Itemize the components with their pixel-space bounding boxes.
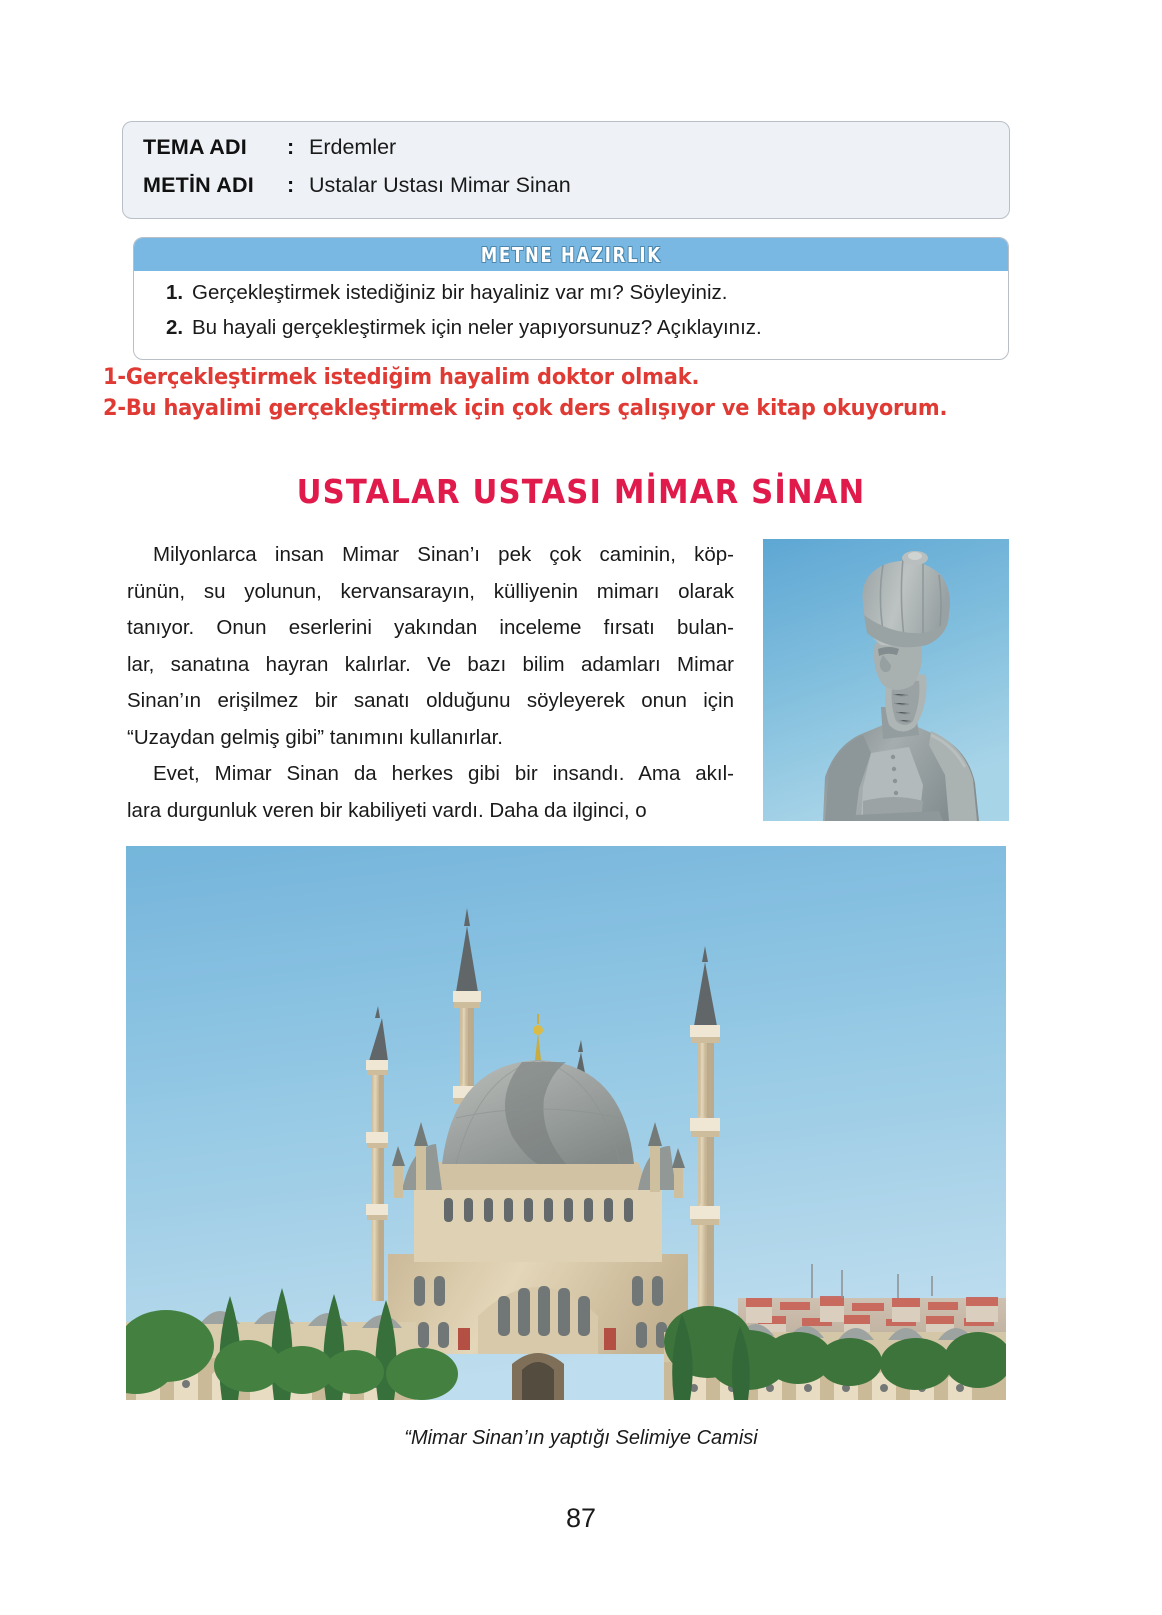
paragraph-1-line-4: lar, sanatına hayran kalırlar. Ve bazı bilim adamları Mimar [127, 652, 734, 676]
student-answer-1: 1-Gerçekleştirmek istediğim hayalim doktor olmak. [103, 364, 700, 390]
paragraph-1-line-5: Sinan’ın erişilmez bir sanatı olduğunu söyleyerek onun için [127, 689, 734, 712]
metin-adi-colon: : [287, 173, 295, 197]
metne-hazirlik-title: METNE HAZIRLIK [480, 242, 662, 267]
paragraph-2 [127, 756, 734, 829]
tema-adi-colon: : [287, 135, 295, 159]
prep-question-1-number: 1. [166, 281, 184, 304]
figure-caption: “Mimar Sinan’ın yaptığı Selimiye Camisi [404, 1427, 758, 1449]
tema-adi-label: TEMA ADI [143, 135, 247, 159]
theme-info-box [122, 121, 1010, 219]
selimiye-mosque-photo [126, 846, 1006, 1400]
paragraph-2-line-1-text: Evet, Mimar Sinan da herkes gibi bir insandı. Ama akıl- [153, 762, 734, 785]
info-row-tema [143, 135, 1009, 173]
paragraph-1-line-6: “Uzaydan gelmiş gibi” tanımını kullanırlar. [127, 725, 503, 749]
info-row-metin [143, 173, 1009, 211]
metne-hazirlik-header [134, 238, 1008, 271]
statue-illustration [763, 539, 1009, 821]
mosque-illustration [126, 846, 1006, 1400]
paragraph-1-line-1 [127, 537, 734, 574]
paragraph-2-line-1 [127, 756, 734, 793]
student-answers [103, 362, 1063, 424]
paragraph-1 [127, 537, 734, 756]
paragraph-1-line-2: rünün, su yolunun, kervansarayın, külliyenin mimarı olarak [127, 579, 734, 603]
mimar-sinan-statue-photo [763, 539, 1009, 821]
tema-adi-value: Erdemler [309, 135, 397, 159]
prep-question-1 [166, 281, 1008, 305]
prep-question-2-text: Bu hayali gerçekleştirmek için neler yapıyorsunuz? Açıklayınız. [192, 316, 762, 339]
metin-adi-label: METİN ADI [143, 173, 254, 197]
paragraph-2-line-2: lara durgunluk veren bir kabiliyeti vardı. Daha da ilginci, o [127, 798, 647, 822]
prep-question-2 [166, 316, 1008, 340]
paragraph-1-line-3: tanıyor. Onun eserlerini yakından inceleme fırsatı bulan- [127, 616, 734, 639]
student-answer-2: 2-Bu hayalimi gerçekleştirmek için çok ders çalışıyor ve kitap okuyorum. [103, 395, 948, 421]
metne-hazirlik-box [133, 237, 1009, 360]
prep-question-list [134, 271, 1008, 340]
paragraph-1-line-1-text: Milyonlarca insan Mimar Sinan’ı pek çok caminin, köp- [153, 543, 734, 566]
page-number: 87 [565, 1503, 597, 1533]
article-body [127, 537, 734, 829]
metin-adi-value: Ustalar Ustası Mimar Sinan [309, 173, 571, 197]
prep-question-1-text: Gerçekleştirmek istediğiniz bir hayaliniz var mı? Söyleyiniz. [192, 281, 728, 304]
prep-question-2-number: 2. [166, 316, 184, 339]
article-title: USTALAR USTASI MİMAR SİNAN [296, 472, 866, 511]
